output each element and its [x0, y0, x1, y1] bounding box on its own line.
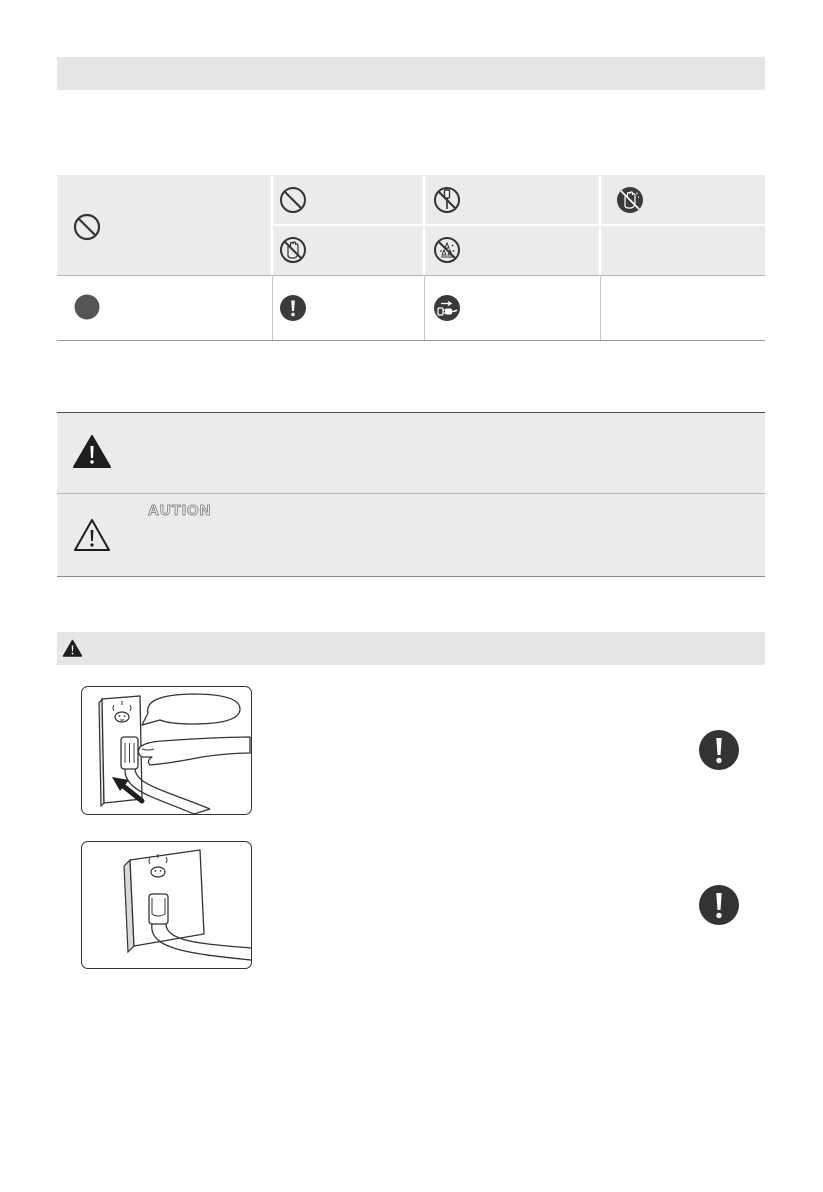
table-divider	[272, 276, 273, 340]
prohibition-icon-graphic	[73, 213, 101, 241]
caution-triangle-outline-icon-graphic	[72, 517, 112, 553]
warning-level-box	[57, 412, 765, 493]
hazard-box-divider	[57, 493, 765, 494]
warning-section-band	[57, 632, 765, 665]
speech-bubble	[142, 694, 240, 725]
table-divider	[273, 224, 765, 226]
table-divider	[57, 275, 765, 276]
no-touch-icon-graphic	[279, 236, 307, 264]
no-wet-hands-icon-graphic	[616, 186, 644, 214]
power-plug	[121, 737, 138, 769]
hand	[138, 737, 250, 765]
warning-triangle-small-icon-graphic	[62, 639, 83, 658]
no-wet-hands-icon	[616, 186, 644, 214]
no-heat-icon-graphic	[433, 236, 461, 264]
warning-triangle-small-icon	[62, 639, 83, 658]
unplug-icon	[433, 294, 461, 322]
caution-triangle-outline-icon	[72, 517, 112, 553]
hazard-box-bottom-border	[57, 576, 765, 577]
warning-triangle-filled-icon-graphic	[72, 434, 112, 470]
unplug-by-gripping-plug-illustration	[81, 686, 252, 815]
table-divider	[424, 276, 425, 340]
plug-inserted-illustration-graphic	[82, 842, 251, 968]
no-heat-icon	[433, 236, 461, 264]
no-touch-icon	[279, 236, 307, 264]
mandatory-exclamation-icon	[698, 729, 740, 771]
mandatory-exclamation-icon	[279, 294, 307, 322]
table-divider	[600, 276, 601, 340]
unplug-icon-graphic	[433, 294, 461, 322]
mandatory-exclamation-icon-graphic	[698, 884, 740, 926]
section-title-band	[57, 57, 765, 90]
mandatory-exclamation-icon	[698, 884, 740, 926]
unplug-illustration-graphic	[82, 687, 251, 814]
prohibition-icon	[73, 213, 101, 241]
filled-circle-icon-graphic	[74, 294, 100, 320]
no-disassembly-icon-graphic	[433, 186, 461, 214]
hazard-box-top-border	[57, 412, 765, 413]
filled-circle-icon	[74, 294, 100, 320]
prohibition-icon	[279, 186, 307, 214]
warning-triangle-filled-icon	[72, 434, 112, 470]
caution-label: AUTION	[148, 502, 212, 519]
mandatory-exclamation-icon-graphic	[698, 729, 740, 771]
mandatory-exclamation-icon-graphic	[279, 294, 307, 322]
power-plug	[149, 894, 168, 924]
table-divider	[57, 340, 765, 341]
no-disassembly-icon	[433, 186, 461, 214]
plug-fully-inserted-illustration	[81, 841, 252, 969]
prohibition-icon-graphic	[279, 186, 307, 214]
